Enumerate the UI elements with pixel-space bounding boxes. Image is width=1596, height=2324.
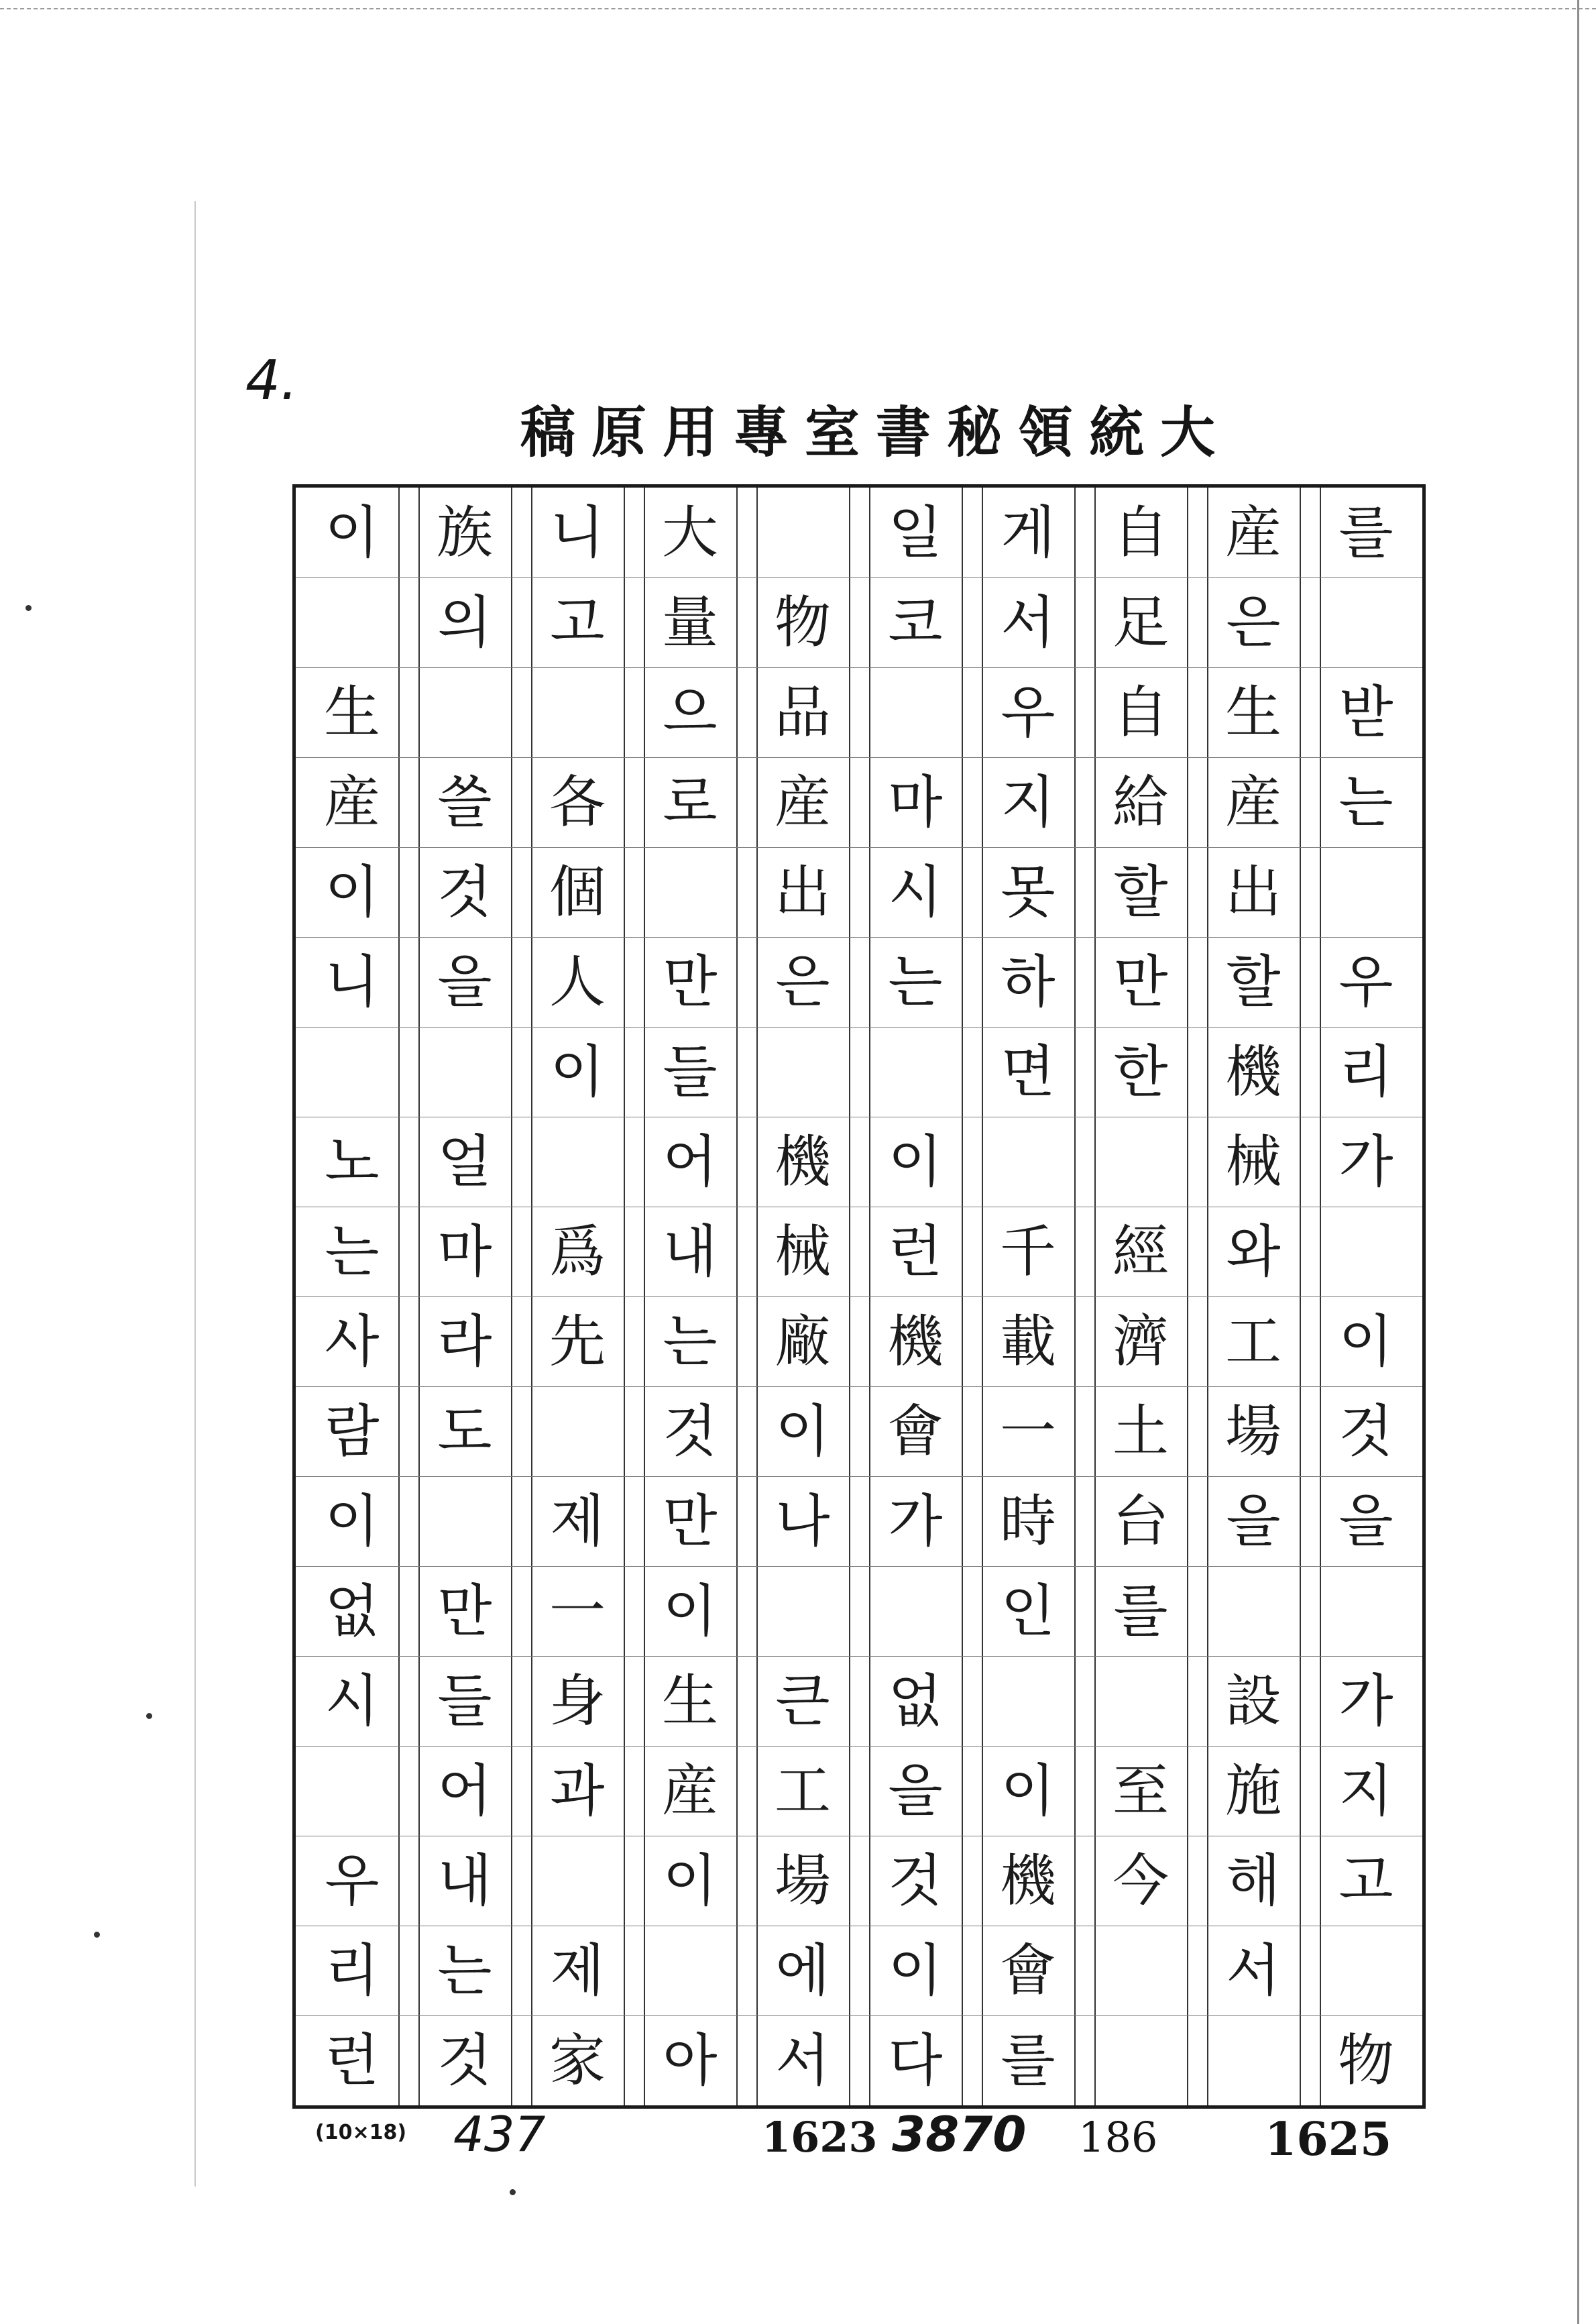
manuscript-character: 廠	[774, 1309, 831, 1374]
manuscript-character: 못	[1001, 859, 1056, 925]
manuscript-character: 것	[437, 859, 492, 925]
handwritten-text	[296, 488, 1422, 2105]
manuscript-character: 産	[661, 1758, 718, 1824]
manuscript-character: 제	[550, 1938, 605, 2003]
manuscript-character: 없	[888, 1668, 943, 1734]
manuscript-character: 쓸	[437, 769, 492, 835]
manuscript-character: 을	[437, 949, 492, 1015]
binding-margin-line	[194, 201, 196, 2187]
manuscript-character: 械	[1224, 1129, 1281, 1195]
manuscript-character: 土	[1112, 1398, 1169, 1464]
manuscript-character: 는	[325, 1219, 380, 1284]
manuscript-character: 이	[663, 1848, 718, 1914]
manuscript-character: 의	[437, 590, 492, 655]
manuscript-character: 生	[323, 679, 380, 745]
manuscript-character: 産	[1224, 769, 1281, 835]
manuscript-paper-title: 大統領秘書室專用原稿	[520, 400, 1231, 465]
manuscript-character: 없	[325, 1578, 380, 1644]
manuscript-character: 出	[774, 859, 831, 925]
manuscript-character: 니	[325, 949, 380, 1015]
manuscript-character: 으	[663, 679, 718, 745]
manuscript-character: 리	[1338, 1039, 1393, 1105]
manuscript-character: 받	[1338, 679, 1393, 745]
manuscript-character: 工	[1224, 1309, 1281, 1374]
manuscript-character: 어	[437, 1758, 492, 1824]
speck	[510, 2189, 516, 2195]
manuscript-character: 리	[325, 1938, 380, 2003]
manuscript-character: 給	[1112, 769, 1169, 835]
manuscript-character: 가	[1338, 1668, 1393, 1734]
manuscript-character: 사	[325, 1309, 380, 1374]
manuscript-character: 載	[999, 1309, 1056, 1374]
manuscript-character: 을	[1338, 1488, 1393, 1554]
manuscript-character: 게	[1001, 500, 1056, 565]
manuscript-character: 로	[663, 769, 718, 835]
manuscript-character: 千	[999, 1219, 1056, 1284]
manuscript-character: 만	[663, 949, 718, 1015]
manuscript-character: 機	[774, 1129, 831, 1195]
manuscript-character: 는	[437, 1938, 492, 2003]
manuscript-character: 해	[1226, 1848, 1281, 1914]
manuscript-character: 들	[663, 1039, 718, 1105]
manuscript-character: 과	[550, 1758, 605, 1824]
manuscript-character: 코	[888, 590, 943, 655]
stamped-number-middle: 186	[1078, 2113, 1158, 2162]
manuscript-character: 는	[1338, 769, 1393, 835]
manuscript-character: 出	[1224, 859, 1281, 925]
page-number: 4.	[245, 349, 298, 412]
manuscript-character: 지	[1001, 769, 1056, 835]
speck	[146, 1713, 152, 1719]
manuscript-character: 生	[1224, 679, 1281, 745]
manuscript-character: 이	[550, 1039, 605, 1105]
manuscript-character: 라	[437, 1309, 492, 1374]
manuscript-character: 고	[1338, 1848, 1393, 1914]
manuscript-character: 어	[663, 1129, 718, 1195]
manuscript-character: 이	[663, 1578, 718, 1644]
manuscript-character: 인	[1001, 1578, 1056, 1644]
manuscript-character: 것	[1338, 1398, 1393, 1464]
manuscript-character: 마	[888, 769, 943, 835]
manuscript-character: 큰	[775, 1668, 830, 1734]
manuscript-character: 마	[437, 1219, 492, 1284]
manuscript-character: 도	[437, 1398, 492, 1464]
manuscript-character: 를	[1338, 500, 1393, 565]
page-edge-right	[1577, 0, 1579, 2324]
manuscript-character: 다	[888, 2028, 943, 2093]
manuscript-character: 가	[888, 1488, 943, 1554]
manuscript-character: 産	[1224, 500, 1281, 565]
manuscript-character: 生	[661, 1668, 718, 1734]
speck	[25, 605, 32, 611]
manuscript-character: 을	[888, 1758, 943, 1824]
manuscript-character: 이	[325, 500, 380, 565]
manuscript-character: 서	[775, 2028, 830, 2093]
manuscript-character: 身	[549, 1668, 606, 1734]
manuscript-character: 至	[1112, 1758, 1169, 1824]
manuscript-character: 이	[325, 859, 380, 925]
manuscript-character: 내	[437, 1848, 492, 1914]
manuscript-character: 노	[325, 1129, 380, 1195]
manuscript-character: 은	[1226, 590, 1281, 655]
manuscript-character: 一	[999, 1398, 1056, 1464]
manuscript-character: 이	[888, 1129, 943, 1195]
handwritten-note: 437	[453, 2106, 546, 2162]
manuscript-character: 經	[1112, 1219, 1169, 1284]
manuscript-character: 이	[1338, 1309, 1393, 1374]
manuscript-character: 械	[774, 1219, 831, 1284]
manuscript-character: 自	[1112, 500, 1169, 565]
manuscript-character: 할	[1226, 949, 1281, 1015]
manuscript-character: 람	[325, 1398, 380, 1464]
manuscript-character: 産	[323, 769, 380, 835]
manuscript-character: 얼	[437, 1129, 492, 1195]
manuscript-character: 工	[774, 1758, 831, 1824]
manuscript-character: 先	[549, 1309, 606, 1374]
manuscript-character: 一	[549, 1578, 606, 1644]
manuscript-character: 서	[1001, 590, 1056, 655]
manuscript-character: 場	[1224, 1398, 1281, 1464]
manuscript-character: 가	[1338, 1129, 1393, 1195]
manuscript-character: 시	[325, 1668, 380, 1734]
manuscript-character: 우	[1338, 949, 1393, 1015]
manuscript-character: 을	[1226, 1488, 1281, 1554]
manuscript-character: 이	[325, 1488, 380, 1554]
speck	[94, 1932, 100, 1938]
manuscript-character: 우	[1001, 679, 1056, 745]
manuscript-character: 足	[1112, 590, 1169, 655]
manuscript-character: 것	[437, 2028, 492, 2093]
manuscript-character: 를	[1113, 1578, 1168, 1644]
manuscript-character: 會	[887, 1398, 944, 1464]
manuscript-character: 나	[775, 1488, 830, 1554]
manuscript-character: 것	[663, 1398, 718, 1464]
manuscript-character: 物	[1337, 2028, 1394, 2093]
manuscript-character: 만	[663, 1488, 718, 1554]
manuscript-character: 各	[549, 769, 606, 835]
handwritten-number: 3870	[892, 2106, 1027, 2162]
stamped-number-right: 1625	[1265, 2113, 1392, 2166]
manuscript-character: 機	[887, 1309, 944, 1374]
manuscript-character: 것	[888, 1848, 943, 1914]
manuscript-character: 시	[888, 859, 943, 925]
manuscript-grid	[292, 484, 1426, 2109]
manuscript-character: 지	[1338, 1758, 1393, 1824]
manuscript-character: 品	[774, 679, 831, 745]
manuscript-character: 은	[775, 949, 830, 1015]
manuscript-character: 니	[550, 500, 605, 565]
manuscript-character: 場	[774, 1848, 831, 1914]
manuscript-character: 施	[1224, 1758, 1281, 1824]
manuscript-character: 와	[1226, 1219, 1281, 1284]
manuscript-character: 우	[325, 1848, 380, 1914]
manuscript-character: 會	[999, 1938, 1056, 2003]
page-edge-top	[0, 8, 1596, 9]
manuscript-character: 이	[888, 1938, 943, 2003]
manuscript-character: 할	[1113, 859, 1168, 925]
manuscript-character: 人	[549, 949, 606, 1015]
stamped-number-left: 1623	[762, 2113, 878, 2162]
manuscript-character: 는	[663, 1309, 718, 1374]
manuscript-character: 自	[1112, 679, 1169, 745]
manuscript-character: 하	[1001, 949, 1056, 1015]
manuscript-character: 濟	[1112, 1309, 1169, 1374]
manuscript-character: 내	[663, 1219, 718, 1284]
manuscript-character: 爲	[549, 1219, 606, 1284]
manuscript-character: 서	[1226, 1938, 1281, 2003]
manuscript-character: 아	[663, 2028, 718, 2093]
manuscript-character: 만	[437, 1578, 492, 1644]
manuscript-character: 族	[436, 500, 493, 565]
manuscript-character: 個	[549, 859, 606, 925]
manuscript-character: 한	[1113, 1039, 1168, 1105]
manuscript-character: 들	[437, 1668, 492, 1734]
manuscript-character: 이	[1001, 1758, 1056, 1824]
manuscript-character: 고	[550, 590, 605, 655]
manuscript-character: 를	[1001, 2028, 1056, 2093]
manuscript-character: 家	[549, 2028, 606, 2093]
manuscript-character: 今	[1112, 1848, 1169, 1914]
manuscript-character: 大	[661, 500, 718, 565]
manuscript-character: 만	[1113, 949, 1168, 1015]
manuscript-character: 이	[775, 1398, 830, 1464]
manuscript-character: 設	[1224, 1668, 1281, 1734]
manuscript-character: 면	[1001, 1039, 1056, 1105]
manuscript-character: 産	[774, 769, 831, 835]
manuscript-character: 機	[999, 1848, 1056, 1914]
manuscript-character: 런	[325, 2028, 380, 2093]
manuscript-character: 런	[888, 1219, 943, 1284]
manuscript-character: 台	[1112, 1488, 1169, 1554]
manuscript-character: 제	[550, 1488, 605, 1554]
manuscript-character: 時	[999, 1488, 1056, 1554]
manuscript-character: 物	[774, 590, 831, 655]
manuscript-character: 는	[888, 949, 943, 1015]
manuscript-character: 量	[661, 590, 718, 655]
manuscript-character: 에	[775, 1938, 830, 2003]
grid-format-label: (10×18)	[315, 2121, 407, 2144]
manuscript-character: 일	[888, 500, 943, 565]
manuscript-character: 機	[1224, 1039, 1281, 1105]
